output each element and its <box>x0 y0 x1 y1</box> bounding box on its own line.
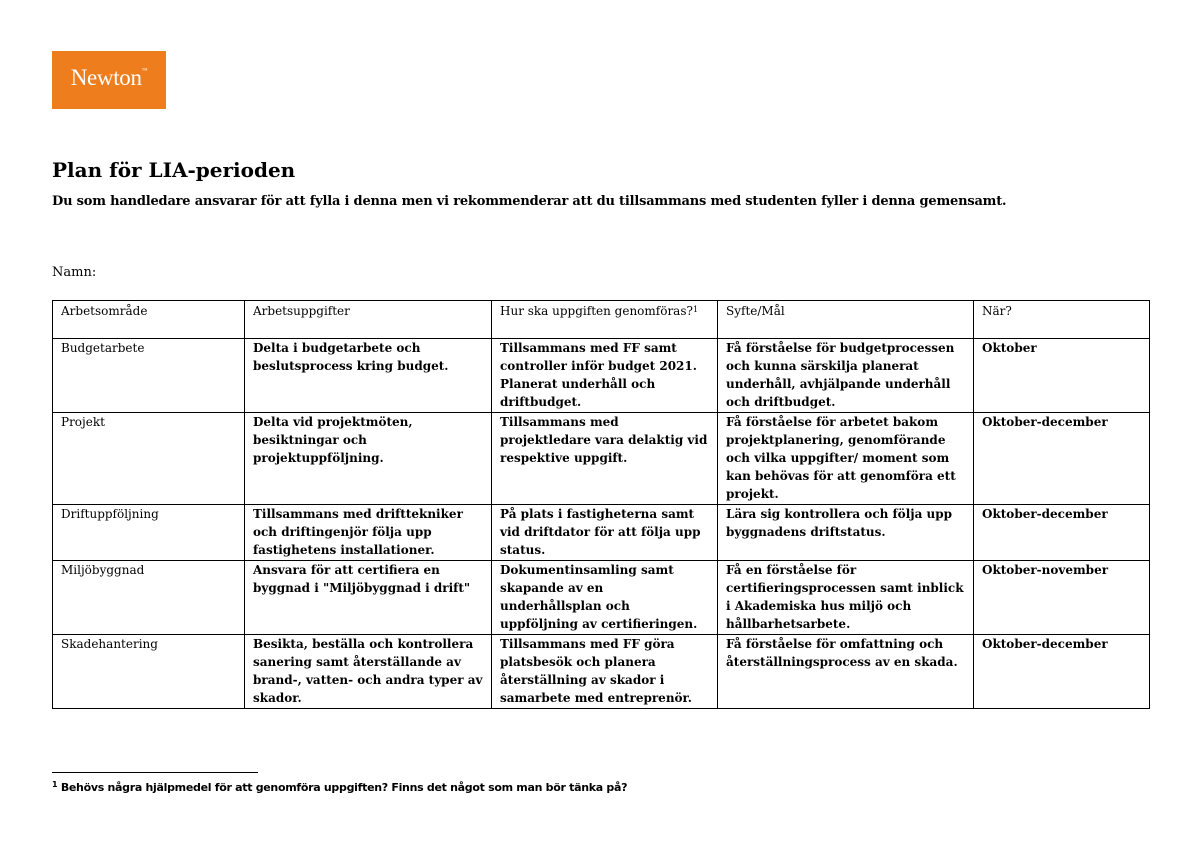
header-footnote-mark: 1 <box>692 305 699 314</box>
cell-purpose: Få förståelse för arbetet bakom projektplanering, genomförande och vilka uppgifter/ moment som kan behövas för att genomföra ett projekt. <box>718 413 974 505</box>
cell-area: Budgetarbete <box>53 339 245 413</box>
cell-purpose: Få förståelse för omfattning och återställningsprocess av en skada. <box>718 635 974 709</box>
table-row <box>53 635 1150 709</box>
cell-area: Projekt <box>53 413 245 505</box>
cell-when: Oktober-december <box>974 413 1150 505</box>
name-label: Namn: <box>52 265 97 280</box>
page-subtitle: Du som handledare ansvarar för att fylla i denna men vi rekommenderar att du tillsammans med studenten fyller i denna gemensamt. <box>52 194 1007 209</box>
lia-plan-table <box>52 300 1150 709</box>
newton-logo <box>52 51 166 109</box>
header-syfte: Syfte/Mål <box>718 301 974 339</box>
cell-how: På plats i fastigheterna samt vid driftdator för att följa upp status. <box>492 505 718 561</box>
cell-when: Oktober-december <box>974 635 1150 709</box>
header-arbetsomrade: Arbetsområde <box>53 301 245 339</box>
header-hur: Hur ska uppgiften genomföras?$^1$ <box>492 301 718 339</box>
footnote-mark: 1 <box>52 780 58 789</box>
footnote-divider <box>52 772 258 773</box>
footnote-text: Behövs några hjälpmedel för att genomföra uppgiften? Finns det något som man bör tänka på? <box>60 781 628 794</box>
cell-area: Driftuppföljning <box>53 505 245 561</box>
cell-tasks: Delta i budgetarbete och beslutsprocess kring budget. <box>245 339 492 413</box>
cell-tasks: Besikta, beställa och kontrollera sanering samt återställande av brand-, vatten- och andra typer av skador. <box>245 635 492 709</box>
cell-how: Dokumentinsamling samt skapande av en underhållsplan och uppföljning av certifieringen. <box>492 561 718 635</box>
header-nar: När? <box>974 301 1150 339</box>
cell-purpose: Få en förståelse för certifieringsprocessen samt inblick i Akademiska hus miljö och hållbarhetsarbete. <box>718 561 974 635</box>
cell-tasks: Delta vid projektmöten, besiktningar och projektuppföljning. <box>245 413 492 505</box>
table-row <box>53 413 1150 505</box>
cell-tasks: Ansvara för att certifiera en byggnad i "Miljöbyggnad i drift" <box>245 561 492 635</box>
table-row <box>53 339 1150 413</box>
cell-how: Tillsammans med FF göra platsbesök och planera återställning av skador i samarbete med entreprenör. <box>492 635 718 709</box>
footnote <box>52 781 627 794</box>
cell-how: Tillsammans med FF samt controller inför budget 2021. Planerat underhåll och driftbudget. <box>492 339 718 413</box>
cell-how: Tillsammans med projektledare vara delaktig vid respektive uppgift. <box>492 413 718 505</box>
logo-wordmark: Newton™ <box>70 65 148 90</box>
header-arbetsuppgifter: Arbetsuppgifter <box>245 301 492 339</box>
cell-area: Miljöbyggnad <box>53 561 245 635</box>
page-title: Plan för LIA-perioden <box>52 158 296 182</box>
cell-when: Oktober-december <box>974 505 1150 561</box>
cell-when: Oktober <box>974 339 1150 413</box>
table-row <box>53 561 1150 635</box>
cell-tasks: Tillsammans med drifttekniker och driftingenjör följa upp fastighetens installationer. <box>245 505 492 561</box>
cell-purpose: Få förståelse för budgetprocessen och kunna särskilja planerat underhåll, avhjälpande underhåll och driftbudget. <box>718 339 974 413</box>
table-row <box>53 505 1150 561</box>
cell-purpose: Lära sig kontrollera och följa upp byggnadens driftstatus. <box>718 505 974 561</box>
cell-area: Skadehantering <box>53 635 245 709</box>
table-header-row <box>53 301 1150 339</box>
cell-when: Oktober-november <box>974 561 1150 635</box>
